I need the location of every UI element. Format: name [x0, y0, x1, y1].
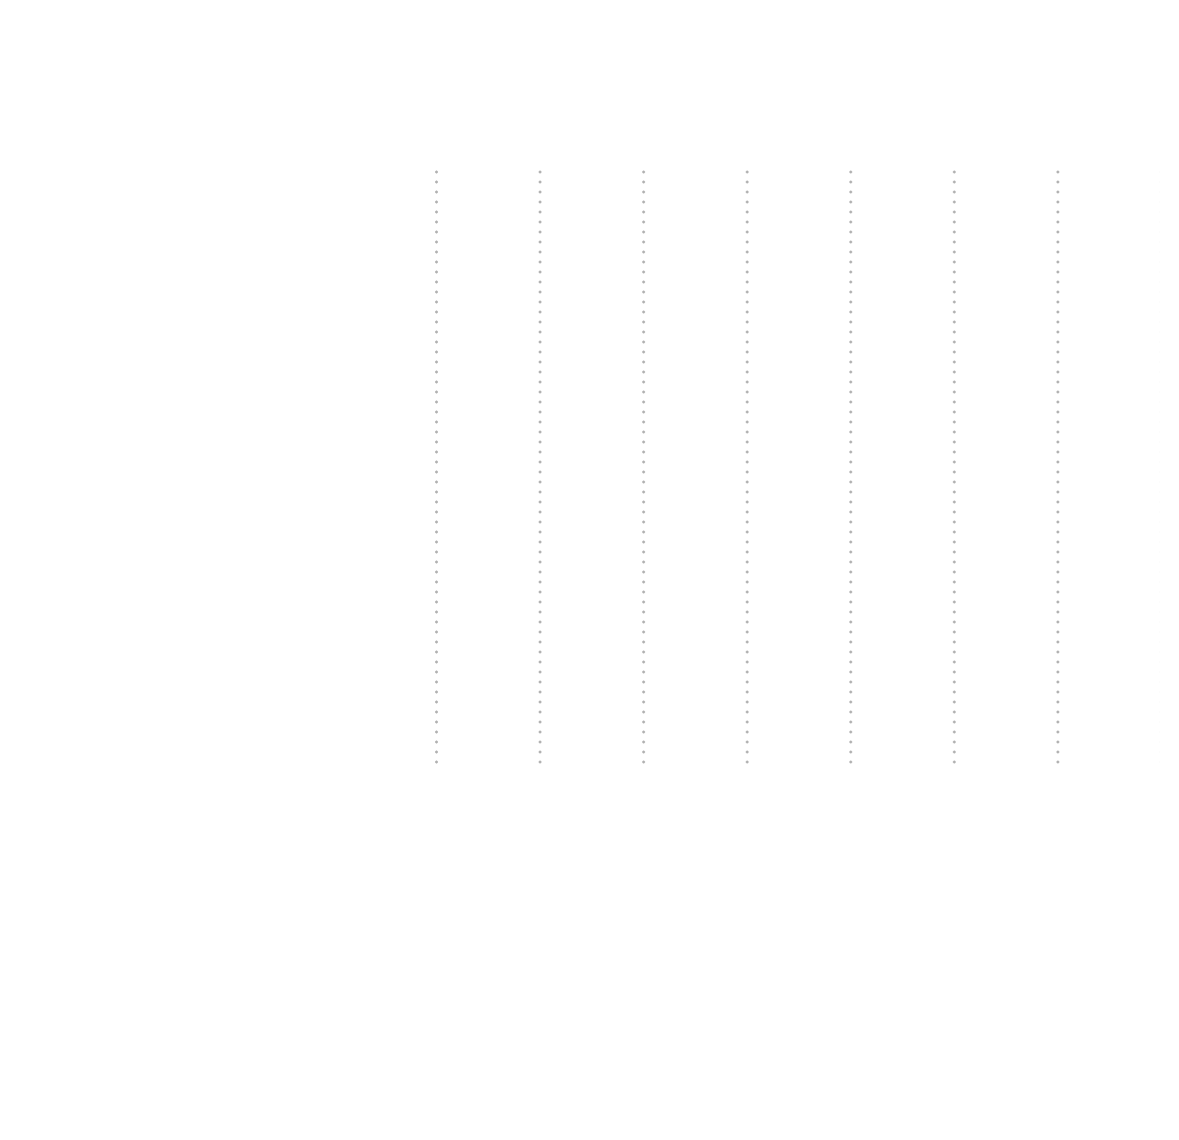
chart-body — [0, 170, 1179, 870]
x-axis-ticks — [435, 772, 1160, 806]
labels-layer — [0, 170, 415, 770]
plot-layer — [435, 170, 1160, 765]
